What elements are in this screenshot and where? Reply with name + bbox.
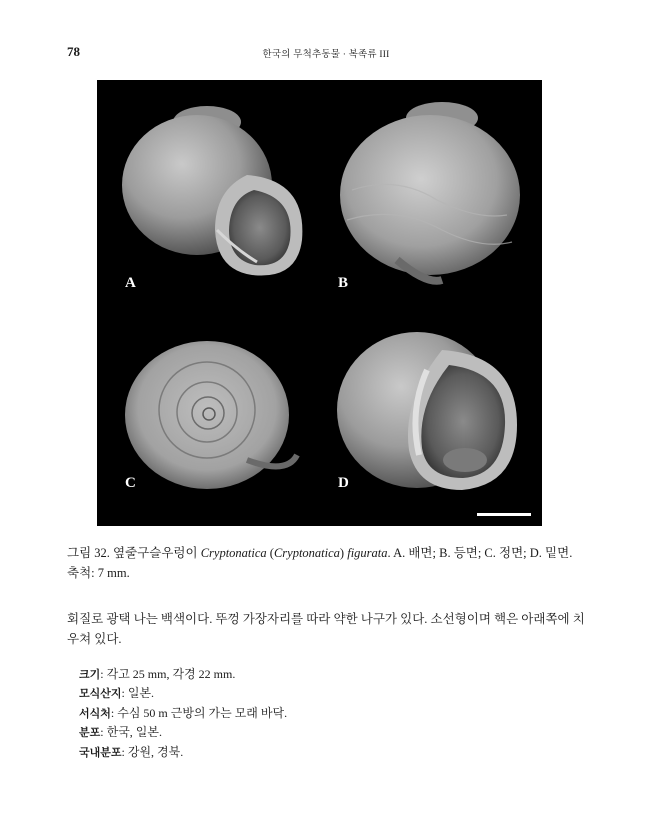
field-habitat: 서식처: 수심 50 m 근방의 가는 모래 바닥.: [79, 705, 288, 720]
field-type-locality: 모식산지: 일본.: [79, 686, 155, 701]
scale-bar: [477, 513, 531, 516]
species-fields: [79, 665, 287, 762]
field-domestic-distribution: 국내분포: 강원, 경북.: [79, 744, 184, 759]
field-size: 크기: 각고 25 mm, 각경 22 mm.: [79, 667, 236, 681]
shell-photographs: [97, 80, 542, 526]
shell-panel-d: [337, 332, 517, 490]
panel-label-d: D: [338, 475, 349, 491]
shell-panel-b: [340, 102, 520, 281]
panel-label-b: B: [338, 275, 349, 291]
page-number: 78: [67, 44, 80, 59]
panel-label-a: A: [125, 275, 136, 291]
panel-label-c: C: [125, 475, 136, 491]
figure-caption: 그림 32. 옆줄구슬우렁이 Cryptonatica (Cryptonatica) figurata. A. 배면; B. 등면; C. 정면; D. 밑면. 축척: 7 mm.: [67, 546, 573, 580]
description-paragraph: 회질로 광택 나는 백색이다. 뚜껑 가장자리를 따라 약한 나구가 있다. 소선형이며 핵은 아래쪽에 치우쳐 있다.: [67, 612, 585, 646]
shell-panel-c: [125, 341, 297, 489]
field-distribution: 분포: 한국, 일본.: [79, 725, 162, 740]
figure-plate: [97, 80, 542, 526]
running-head: 한국의 무척추동물 · 복족류 III: [262, 50, 390, 60]
shell-panel-a: [122, 106, 302, 276]
